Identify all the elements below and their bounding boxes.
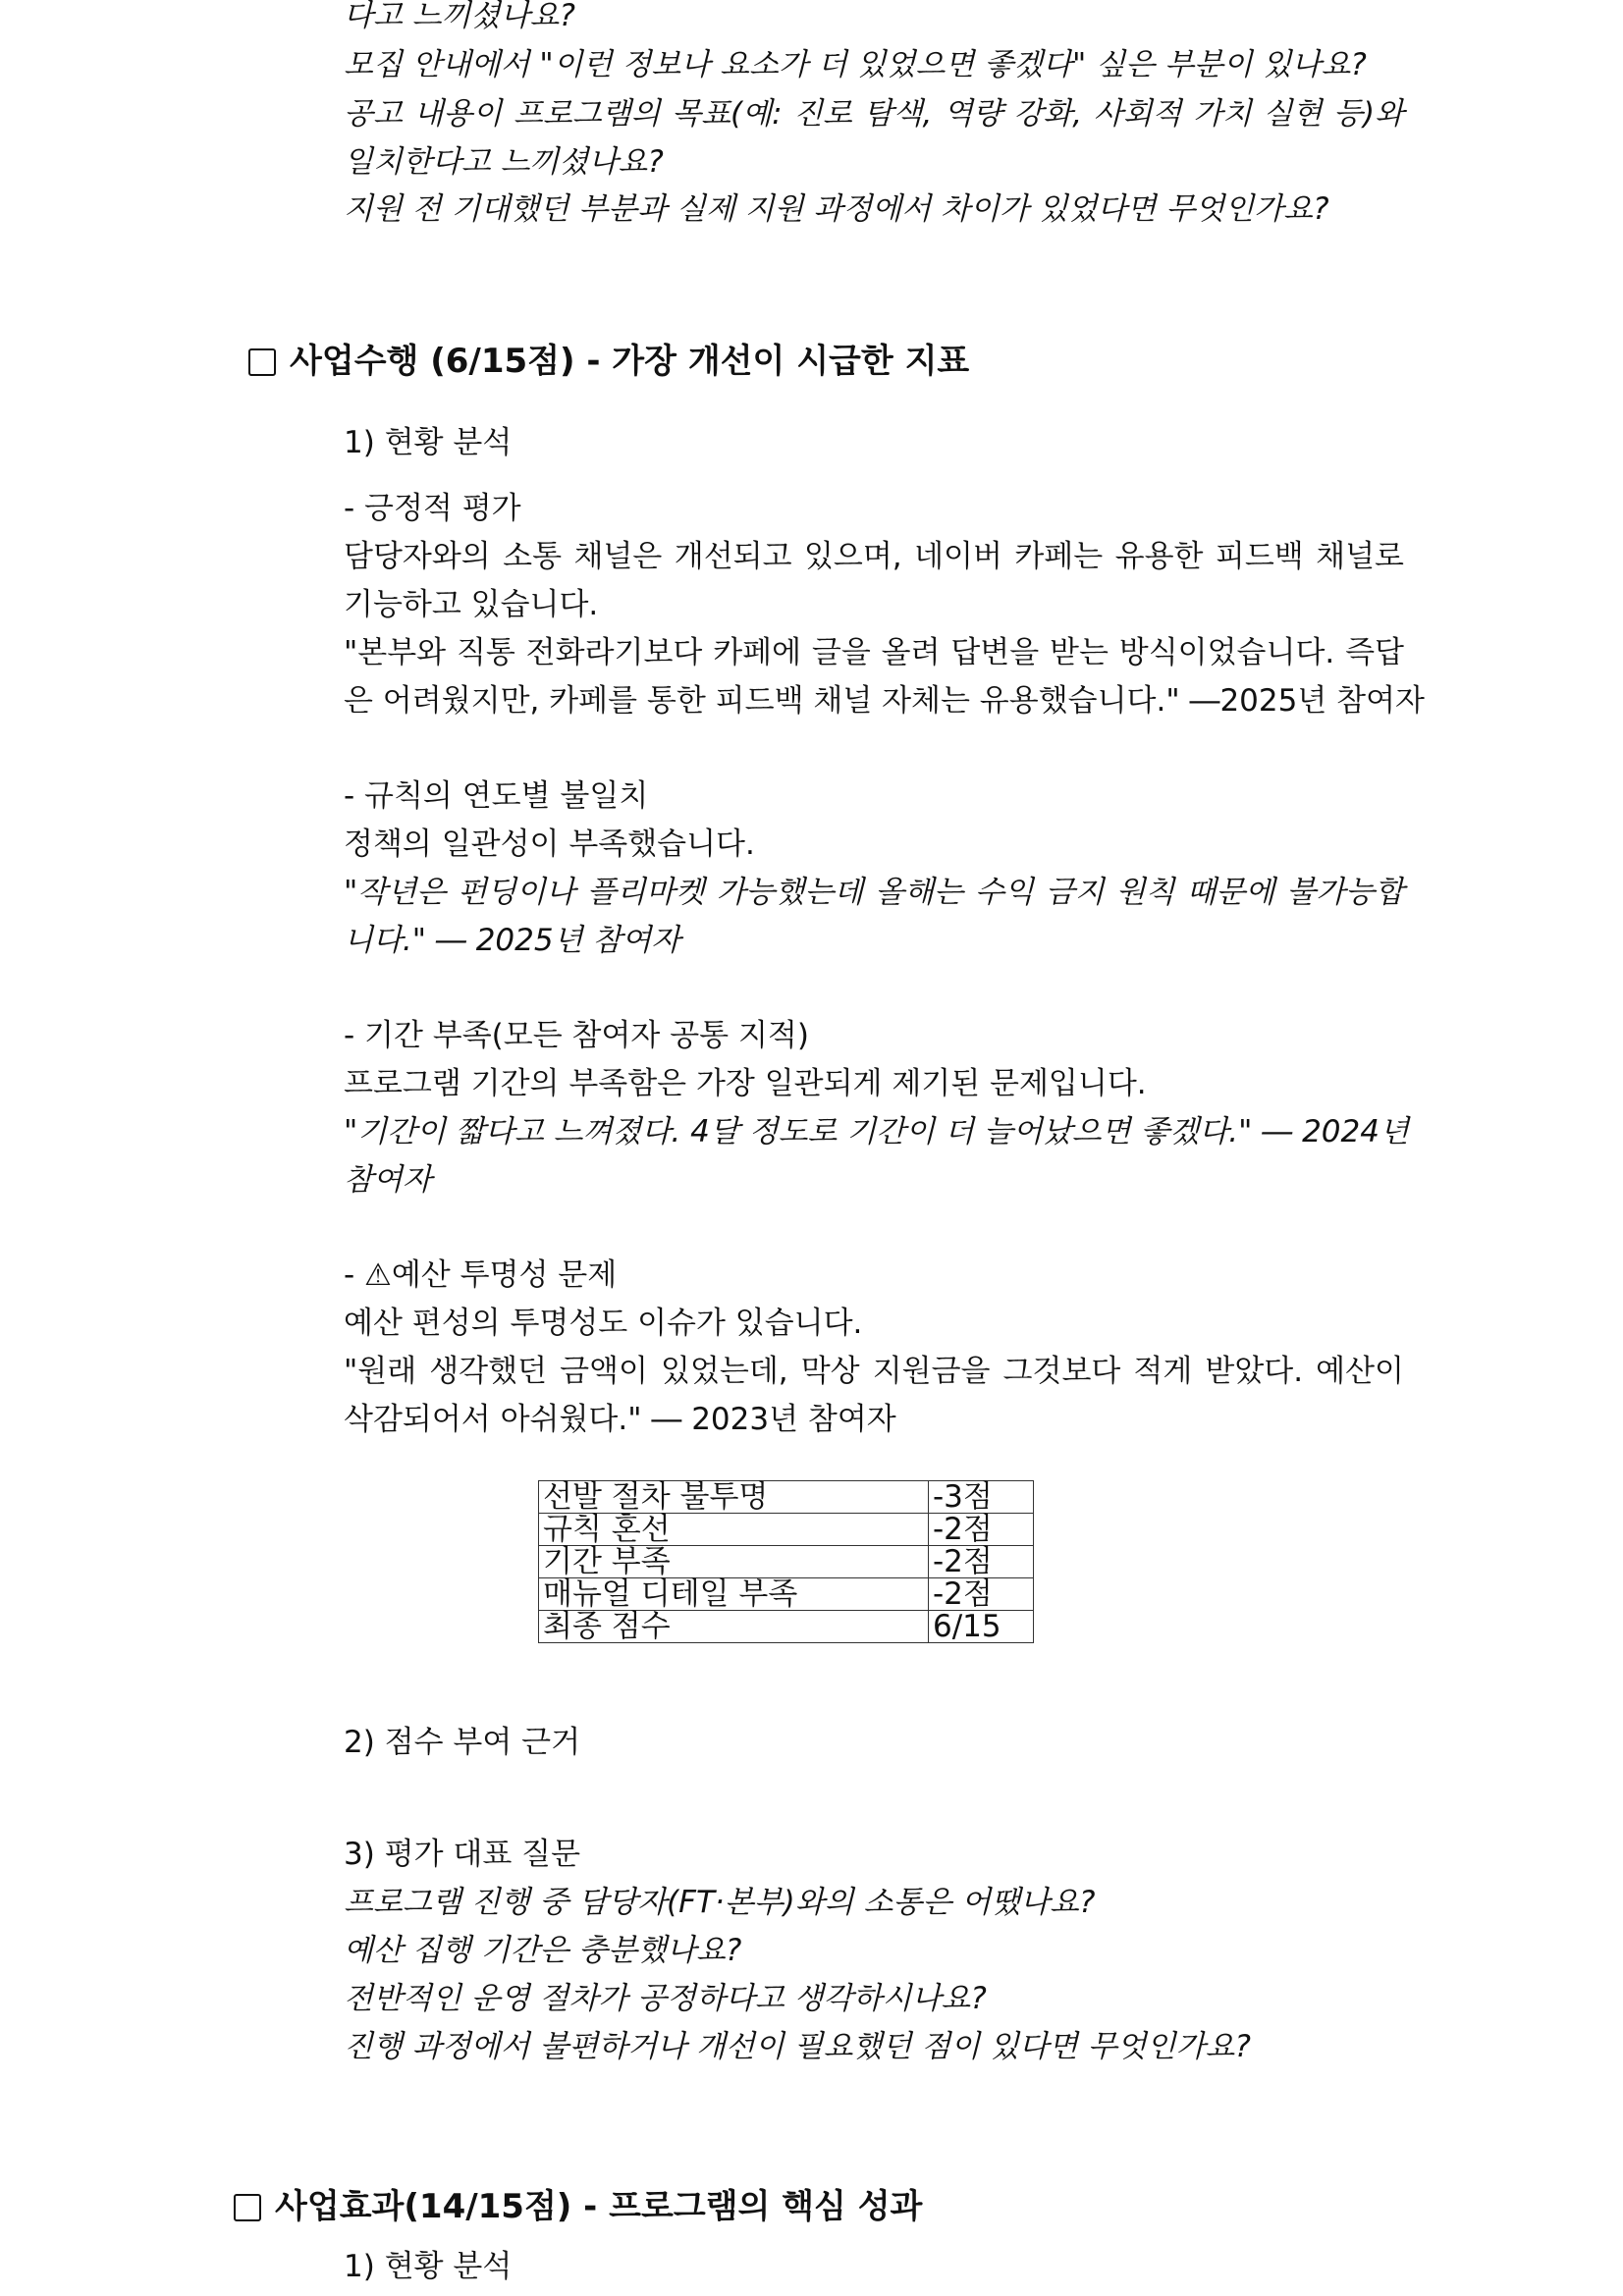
section-title: 사업효과(14/15점) - 프로그램의 핵심 성과	[275, 2187, 923, 2226]
table-row	[539, 1578, 1034, 1611]
table-cell: -3점	[929, 1481, 1034, 1514]
question-line: 모집 안내에서 "이런 정보나 요소가 더 있었으면 좋겠다" 싶은 부분이 있나요?	[344, 47, 1367, 82]
quote-line: 참여자	[344, 1162, 432, 1198]
body-line: 담당자와의 소통 채널은 개선되고 있으며, 네이버 카페는 유용한 피드백 채널로	[344, 539, 1404, 574]
question-line: 프로그램 진행 중 담당자(FT·본부)와의 소통은 어땠나요?	[344, 1885, 1096, 1920]
table-cell: 최종 점수	[539, 1611, 929, 1643]
question-line: 공고 내용이 프로그램의 목표(예: 진로 탐색, 역량 강화, 사회적 가치 실현 등)와	[344, 96, 1404, 132]
table-cell: -2점	[929, 1578, 1034, 1611]
item-heading: - ⚠예산 투명성 문제	[344, 1257, 618, 1293]
quote-line: "원래 생각했던 금액이 있었는데, 막상 지원금을 그것보다 적게 받았다. 예산이	[344, 1354, 1404, 1389]
subsection-heading: 1) 현황 분석	[344, 2249, 513, 2284]
table-row	[539, 1546, 1034, 1578]
quote-line: 니다." ― 2025년 참여자	[344, 923, 681, 958]
table-cell: 기간 부족	[539, 1546, 929, 1578]
item-heading: - 긍정적 평가	[344, 491, 521, 526]
table-cell: -2점	[929, 1546, 1034, 1578]
quote-line: "본부와 직통 전화라기보다 카페에 글을 올려 답변을 받는 방식이었습니다. 즉답	[344, 635, 1404, 670]
subsection-heading: 2) 점수 부여 근거	[344, 1725, 581, 1760]
subsection-heading: 1) 현황 분석	[344, 425, 513, 460]
body-line: 기능하고 있습니다.	[344, 587, 599, 622]
question-line: 지원 전 기대했던 부분과 실제 지원 과정에서 차이가 있었다면 무엇인가요?	[344, 191, 1329, 227]
question-line: 예산 집행 기간은 충분했나요?	[344, 1933, 742, 1968]
section-heading	[248, 338, 969, 386]
quote-line: "작년은 펀딩이나 플리마켓 가능했는데 올해는 수익 금지 원칙 때문에 불가능합	[344, 875, 1404, 910]
section-title: 사업수행 (6/15점) - 가장 개선이 시급한 지표	[290, 342, 970, 381]
question-line: 일치한다고 느끼셨나요?	[344, 144, 664, 180]
quote-line: 은 어려웠지만, 카페를 통한 피드백 채널 자체는 유용했습니다." ―2025년 참여자	[344, 683, 1425, 719]
score-table	[538, 1480, 1034, 1643]
table-cell: 규칙 혼선	[539, 1514, 929, 1546]
table-row	[539, 1481, 1034, 1514]
section-heading	[234, 2183, 922, 2231]
table-cell: 매뉴얼 디테일 부족	[539, 1578, 929, 1611]
body-line: 정책의 일관성이 부족했습니다.	[344, 827, 755, 862]
table-row	[539, 1611, 1034, 1643]
subsection-heading: 3) 평가 대표 질문	[344, 1837, 581, 1872]
body-line: 프로그램 기간의 부족함은 가장 일관되게 제기된 문제입니다.	[344, 1066, 1147, 1101]
question-line: 다고 느끼셨나요?	[344, 0, 575, 33]
question-line: 진행 과정에서 불편하거나 개선이 필요했던 점이 있다면 무엇인가요?	[344, 2029, 1251, 2064]
table-row	[539, 1514, 1034, 1546]
item-heading: - 규칙의 연도별 불일치	[344, 778, 649, 814]
checkbox-icon	[248, 348, 276, 376]
quote-line: 삭감되어서 아쉬웠다." ― 2023년 참여자	[344, 1402, 896, 1437]
body-line: 예산 편성의 투명성도 이슈가 있습니다.	[344, 1306, 863, 1341]
table-cell: 6/15	[929, 1611, 1034, 1643]
question-line: 전반적인 운영 절차가 공정하다고 생각하시나요?	[344, 1981, 987, 2016]
checkbox-icon	[234, 2194, 261, 2221]
item-heading: - 기간 부족(모든 참여자 공통 지적)	[344, 1018, 809, 1053]
quote-line: "기간이 짧다고 느껴졌다. 4달 정도로 기간이 더 늘어났으면 좋겠다." ― 2024년	[344, 1114, 1409, 1149]
table-cell: 선발 절차 불투명	[539, 1481, 929, 1514]
table-cell: -2점	[929, 1514, 1034, 1546]
